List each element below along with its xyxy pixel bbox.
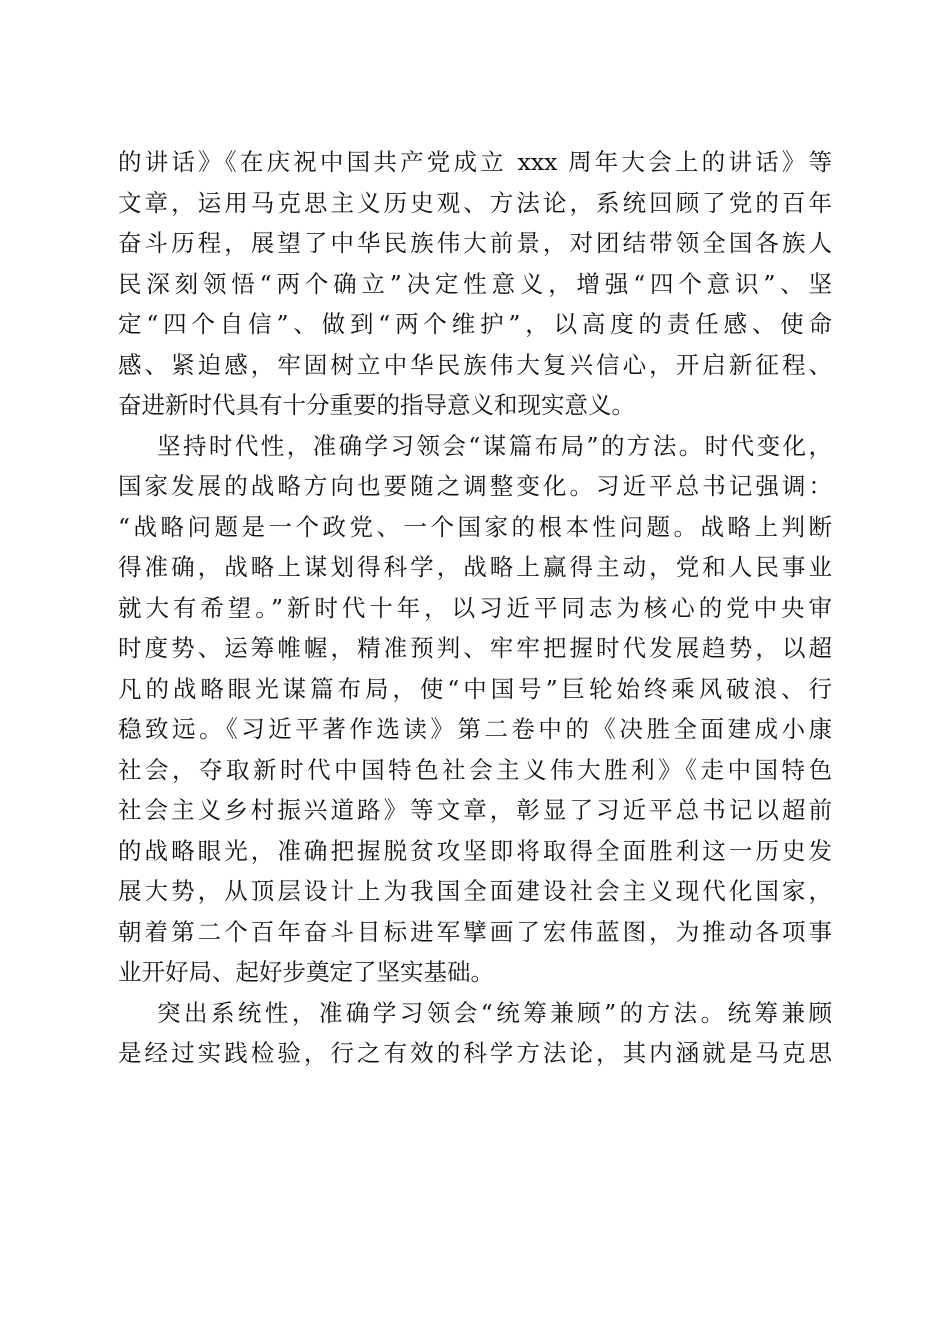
text-line: 奋斗历程，展望了中华民族伟大前景，对团结带领全国各族人 [118,229,832,257]
text-line: 突出系统性，准确学习领会“统筹兼顾”的方法。统筹兼顾 [157,998,832,1027]
text-line: 文章，运用马克思主义历史观、方法论，系统回顾了党的百年 [118,188,832,217]
text-line: 得准确，战略上谋划得科学，战略上赢得主动，党和人民事业 [118,553,832,581]
text-line: 是经过实践检验，行之有效的科学方法论，其内涵就是马克思 [118,1039,832,1067]
text-line: 展大势，从顶层设计上为我国全面建设社会主义现代化国家， [118,877,832,905]
text-line: 感、紧迫感，牢固树立中华民族伟大复兴信心，开启新征程、 [118,350,832,379]
text-line: 时度势、运筹帷幄，精准预判、牢牢把握时代发展趋势，以超 [118,634,832,662]
text-line: 社会主义乡村振兴道路》等文章，彰显了习近平总书记以超前 [118,796,832,824]
text-line: 民深刻领悟“两个确立”决定性意义，增强“四个意识”、坚 [118,269,832,298]
text-line: 业开好局、起好步奠定了坚实基础。 [118,958,494,986]
paragraph-2 [118,426,832,993]
text-line: 国家发展的战略方向也要随之调整变化。习近平总书记强调： [118,472,832,500]
text-line: 朝着第二个百年奋斗目标进军擘画了宏伟蓝图，为推动各项事 [118,917,832,946]
document-body [118,142,832,1074]
text-line: 定“四个自信”、做到“两个维护”，以高度的责任感、使命 [118,310,832,338]
text-line: 就大有希望。”新时代十年，以习近平同志为核心的党中央审 [118,593,832,622]
text-line: “战略问题是一个政党、一个国家的根本性问题。战略上判断 [118,512,832,541]
text-line: 的战略眼光，准确把握脱贫攻坚即将取得全面胜利这一历史发 [118,836,832,865]
paragraph-1 [118,142,832,426]
text-line: 稳致远。《习近平著作选读》第二卷中的《决胜全面建成小康 [118,715,832,743]
text-line: 社会，夺取新时代中国特色社会主义伟大胜利》《走中国特色 [118,755,832,784]
text-line: 的讲话》《在庆祝中国共产党成立 xxx 周年大会上的讲话》等 [118,148,832,176]
paragraph-3 [118,993,832,1074]
text-line: 坚持时代性，准确学习领会“谋篇布局”的方法。时代变化， [157,431,832,460]
text-line: 凡的战略眼光谋篇布局，使“中国号”巨轮始终乘风破浪、行 [118,674,832,703]
text-line: 奋进新时代具有十分重要的指导意义和现实意义。 [118,391,635,419]
